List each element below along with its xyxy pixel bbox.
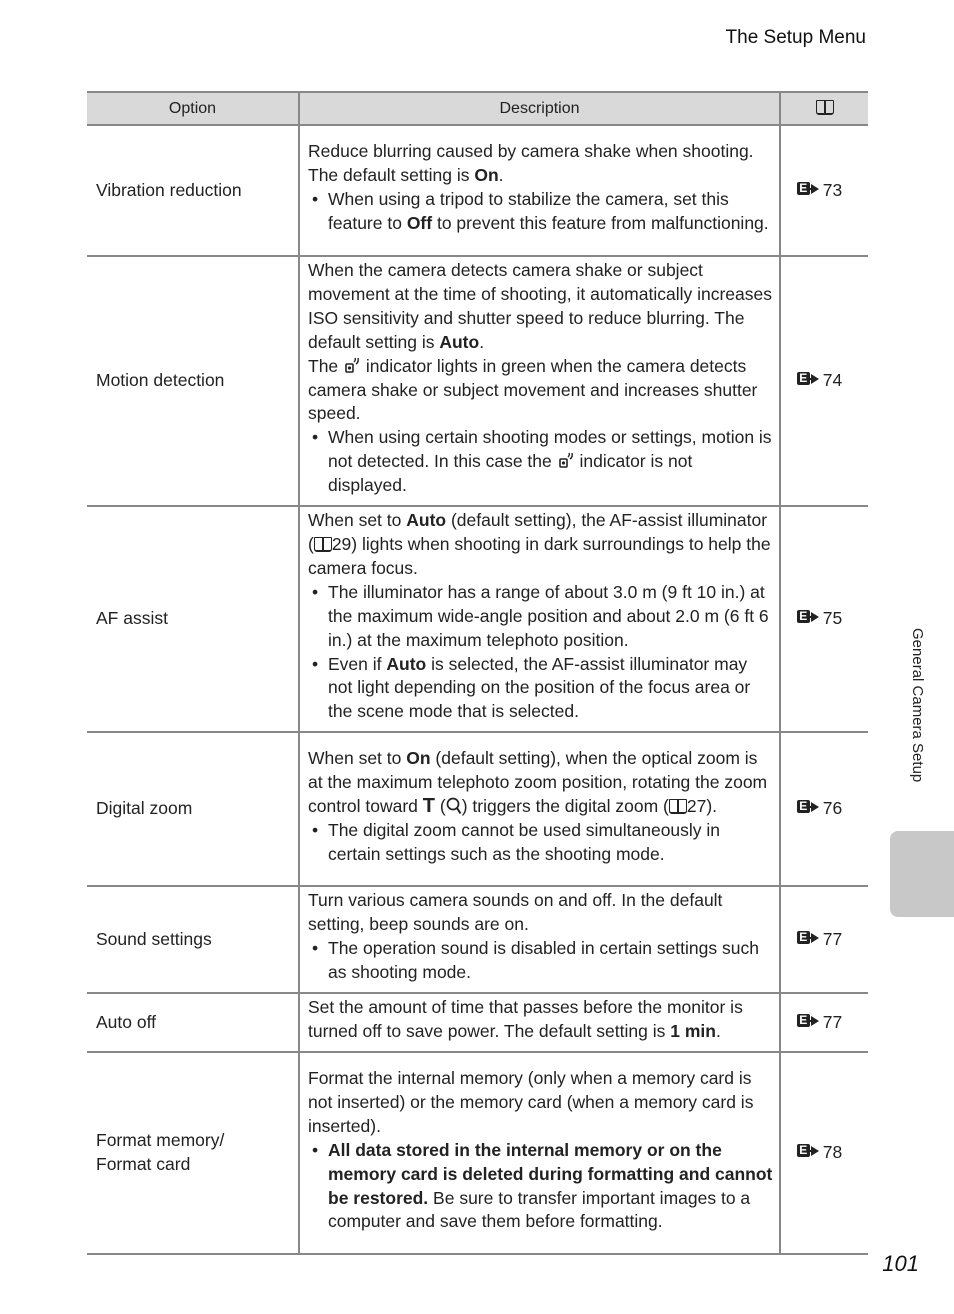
list-item: • When using a tripod to stabilize the camera, set this feature to Off to prevent this feature from malfunctioning. [308, 188, 773, 236]
option-description: Turn various camera sounds on and off. In the default setting, beep sounds are on. • The operation sound is disabled in certain settings such as shooting mode. [299, 886, 780, 993]
option-description: When the camera detects camera shake or subject movement at the time of shooting, it automatically increases ISO sensitivity and shutter speed to reduce blurring. The default setting is Auto. The indicator lights in green when the camera detects camera shake or subject movement and increases shutter speed. • When using certain shooting modes or settings, motion is not detected. In this case the indicator is not displayed. [299, 256, 780, 506]
option-name: Motion detection [87, 256, 299, 506]
option-name: Auto off [87, 993, 299, 1052]
table-row [87, 256, 868, 506]
table-header-row [87, 92, 868, 125]
page-number: 101 [882, 1251, 919, 1276]
option-name: Vibration reduction [87, 125, 299, 256]
page-reference: E 76 [780, 732, 868, 886]
page-reference: E 74 [780, 256, 868, 506]
list-item: • Even if Auto is selected, the AF-assist illuminator may not light depending on the position of the focus area or the scene mode that is selected. [308, 653, 773, 725]
description-column-header: Description [299, 92, 780, 125]
table-row [87, 886, 868, 993]
e-reference-icon: E [797, 182, 823, 197]
zoom-magnifier-icon [446, 797, 462, 815]
e-reference-icon: E [797, 931, 823, 946]
option-description: Format the internal memory (only when a memory card is not inserted) or the memory card (when a memory card is inserted). • All data stored in the internal memory or on the memory card is deleted during formatting and cannot be restored. Be sure to transfer important images to a computer and save them before formatting. [299, 1052, 780, 1254]
e-reference-icon: E [797, 1144, 823, 1159]
e-reference-icon: E [797, 800, 823, 815]
setup-options-table [87, 91, 868, 1255]
section-side-label: General Camera Setup [909, 628, 926, 783]
e-reference-icon: E [797, 1014, 823, 1029]
option-description: Set the amount of time that passes before the monitor is turned off to save power. The default setting is 1 min. [299, 993, 780, 1052]
list-item: • When using certain shooting modes or settings, motion is not detected. In this case the indicator is not displayed. [308, 426, 773, 498]
table-row [87, 993, 868, 1052]
option-name: AF assist [87, 506, 299, 732]
list-item: • The digital zoom cannot be used simultaneously in certain settings such as the shooting mode. [308, 819, 773, 867]
book-icon [816, 100, 834, 115]
list-item: • The illuminator has a range of about 3.0 m (9 ft 10 in.) at the maximum wide-angle position and about 2.0 m (6 ft 6 in.) at the maximum telephoto position. [308, 581, 773, 653]
table-row [87, 732, 868, 886]
option-description: When set to On (default setting), when the optical zoom is at the maximum telephoto zoom position, rotating the zoom control toward T ( ) triggers the digital zoom ( 27). • The digital zoom cannot be used simultaneously in certain settings such as the shooting mode. [299, 732, 780, 886]
motion-detection-icon [557, 451, 575, 469]
motion-detection-icon [343, 356, 361, 374]
page-reference: E 77 [780, 886, 868, 993]
page-header-title: The Setup Menu [725, 27, 866, 48]
list-item: • The operation sound is disabled in certain settings such as shooting mode. [308, 937, 773, 985]
reference-column-header [780, 92, 868, 125]
e-reference-icon: E [797, 372, 823, 387]
option-column-header: Option [87, 92, 299, 125]
option-name: Sound settings [87, 886, 299, 993]
book-icon [314, 537, 332, 552]
option-name: Format memory/ Format card [87, 1052, 299, 1254]
list-item: • All data stored in the internal memory or on the memory card is deleted during formatting and cannot be restored. Be sure to transfer important images to a computer and save them before formatting. [308, 1139, 773, 1235]
option-name: Digital zoom [87, 732, 299, 886]
page-reference: E 75 [780, 506, 868, 732]
option-description: When set to Auto (default setting), the AF-assist illuminator ( 29) lights when shooting in dark surroundings to help the camera focus. • The illuminator has a range of about 3.0 m (9 ft 10 in.) at the maximum wide-angle position and about 2.0 m (6 ft 6 in.) at the maximum telephoto position. • Even if Auto is selected, the AF-assist illuminator may not light depending on the position of the focus area or the scene mode that is selected. [299, 506, 780, 732]
section-side-tab [890, 831, 954, 917]
table-row [87, 1052, 868, 1254]
e-reference-icon: E [797, 610, 823, 625]
book-icon [669, 799, 687, 814]
table-row [87, 506, 868, 732]
option-description: Reduce blurring caused by camera shake when shooting. The default setting is On. • When using a tripod to stabilize the camera, set this feature to Off to prevent this feature from malfunctioning. [299, 125, 780, 256]
page-reference: E 78 [780, 1052, 868, 1254]
table-row [87, 125, 868, 256]
page-reference: E 73 [780, 125, 868, 256]
page-reference: E 77 [780, 993, 868, 1052]
